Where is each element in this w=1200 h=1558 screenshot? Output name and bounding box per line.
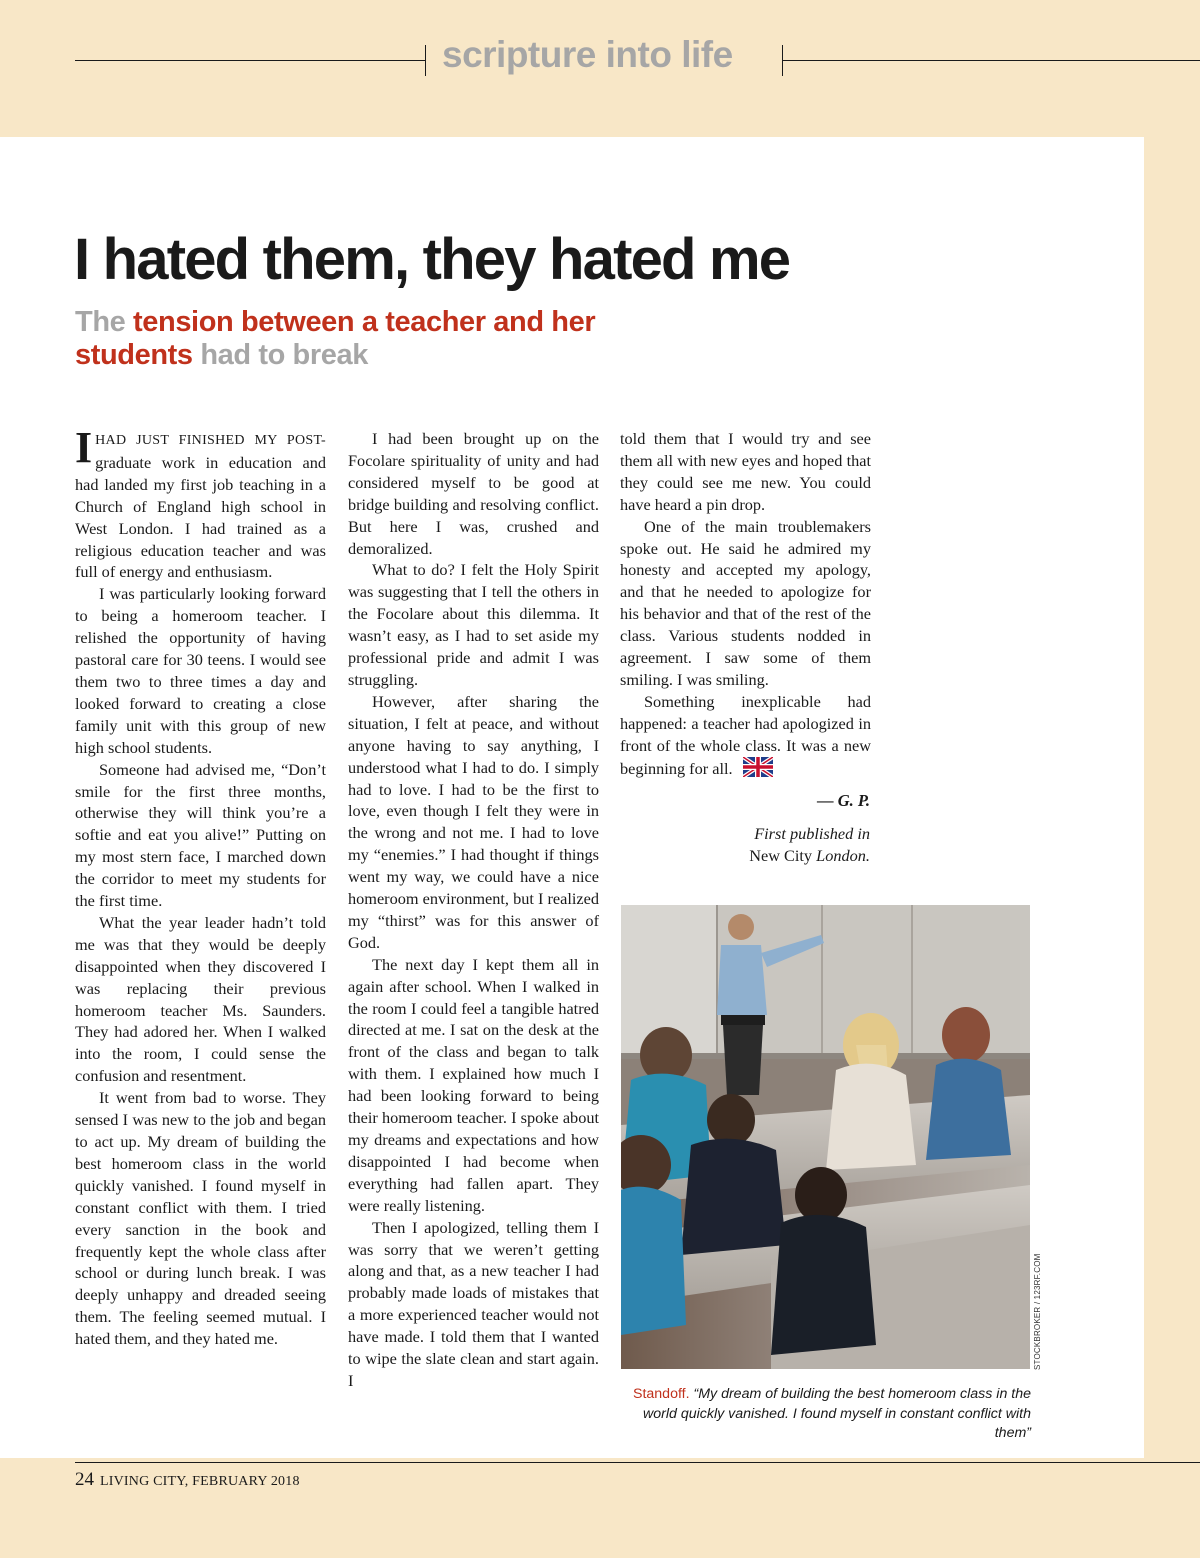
publication-note: [620, 823, 870, 867]
paragraph: However, after sharing the situation, I felt at peace, and without anyone having to say anything, I understood what I had to do. I simply had to love. I had to be the first to love, even though I felt they were in the wrong and not me. I had to love my “enemies.” I had thought if things went my way, we could have a nice homeroom environment, but I realized my “thirst” was for this answer of God.: [348, 691, 599, 952]
author-signature: — G. P.: [817, 791, 870, 810]
paragraph: Then I apologized, telling them I was sorry that we weren’t getting along and that, as a new teacher I had probably made loads of mistakes that a more experienced teacher would not have made. I told them that I wanted to wipe the slate clean and start again. I: [348, 1217, 599, 1390]
paragraph: One of the main troublemakers spoke out. He said he admired my honesty and accepted my apology, and that he needed to apologize for his behavior and that of the rest of the class. Various students nodded in agreement. I saw some of them smiling. I was smiling.: [620, 516, 871, 689]
paragraph: Someone had advised me, “Don’t smile for the first three months, otherwise they will think you’re a softie and eat you alive!” Putting on my most stern face, I marched down the corridor to meet my students for the first time.: [75, 759, 326, 911]
page-footer: [75, 1469, 300, 1491]
footer-rule: [75, 1462, 1200, 1463]
lead-in-small-caps: HAD JUST FINISHED MY POST-: [95, 433, 326, 448]
article-headline: I hated them, they hated me: [74, 227, 790, 292]
paragraph-text: Something inexplicable had happened: a teacher had apologized in front of the whole class. It was a new beginning for all.: [620, 691, 871, 778]
article-column-3: [620, 428, 871, 780]
header-rule-right: [782, 60, 1200, 61]
paragraph-text: graduate work in education and had landed my first job teaching in a Church of England high school in West London. I had trained as a religious education teacher and was full of energy and enthusiasm.: [75, 452, 326, 582]
publication-note-line2: New City London.: [749, 846, 870, 865]
paragraph: I was particularly looking forward to being a homeroom teacher. I relished the opportunity of having pastoral care for 30 teens. I would see them two to three times a day and looked forward to creating a close family unit with this group of new high school students.: [75, 584, 326, 757]
header-rule-left: [75, 60, 425, 61]
paragraph: told them that I would try and see them all with new eyes and hoped that they could see me new. You could have heard a pin drop.: [620, 429, 871, 514]
classroom-photo: [621, 905, 1030, 1369]
paragraph: [75, 423, 326, 583]
paragraph: I had been brought up on the Focolare spirituality of unity and had considered myself to be good at bridge building and resolving conflict. But here I was, crushed and demoralized.: [348, 429, 599, 558]
paragraph: What to do? I felt the Holy Spirit was suggesting that I tell the others in the Focolare about this dilemma. It wasn’t easy, as I had to set aside my professional pride and admit I was struggling.: [348, 560, 599, 689]
article-column-2: [348, 428, 599, 1392]
paragraph: What the year leader hadn’t told me was that they would be deeply disappointed when they discovered I was replacing their previous homeroom teacher Ms. Saunders. They had adored her. When I walked into the room, I could sense the confusion and resentment.: [75, 912, 326, 1086]
paragraph: The next day I kept them all in again after school. When I walked in the room I could feel a tangible hatred directed at me. I sat on the desk at the front of the class and began to talk with them. I explained how much I had been looking forward to being their homeroom teacher. I spoke about my dreams and expectations and how disappointed I had become when everything had fallen apart. They were really listening.: [348, 954, 599, 1215]
subhead-gray-2: had to break: [192, 339, 368, 371]
publication-note-line1: First published in: [754, 824, 870, 843]
drop-cap: I: [75, 423, 93, 472]
photo-credit: STOCKBROKER / 123RF.COM: [1033, 1253, 1042, 1370]
caption-lead: Standoff.: [633, 1386, 690, 1402]
paragraph: It went from bad to worse. They sensed I was new to the job and began to act up. My dream of building the best homeroom class in the world quickly vanished. I found myself in constant conflict with them. I tried every sanction in the book and frequently kept the whole class after school or during lunch break. I was deeply unhappy and dreaded seeing them. The feeling seemed mutual. I hated them, and they hated me.: [75, 1088, 326, 1349]
magazine-issue: LIVING CITY, FEBRUARY 2018: [100, 1474, 300, 1489]
article-column-1: [75, 423, 326, 1350]
page-number: 24: [75, 1469, 94, 1490]
header-tick-left: [425, 45, 426, 76]
subhead-red: tension between a teacher and her students: [75, 306, 596, 371]
article-subhead: [75, 306, 675, 372]
uk-flag-icon: [743, 757, 773, 777]
section-label: scripture into life: [442, 34, 733, 75]
caption-quote: “My dream of building the best homeroom class in the world quickly vanished. I found myself in constant conflict with them”: [643, 1386, 1031, 1441]
subhead-gray-1: The: [75, 306, 134, 338]
paragraph: [620, 691, 871, 780]
photo-caption: [620, 1385, 1031, 1444]
